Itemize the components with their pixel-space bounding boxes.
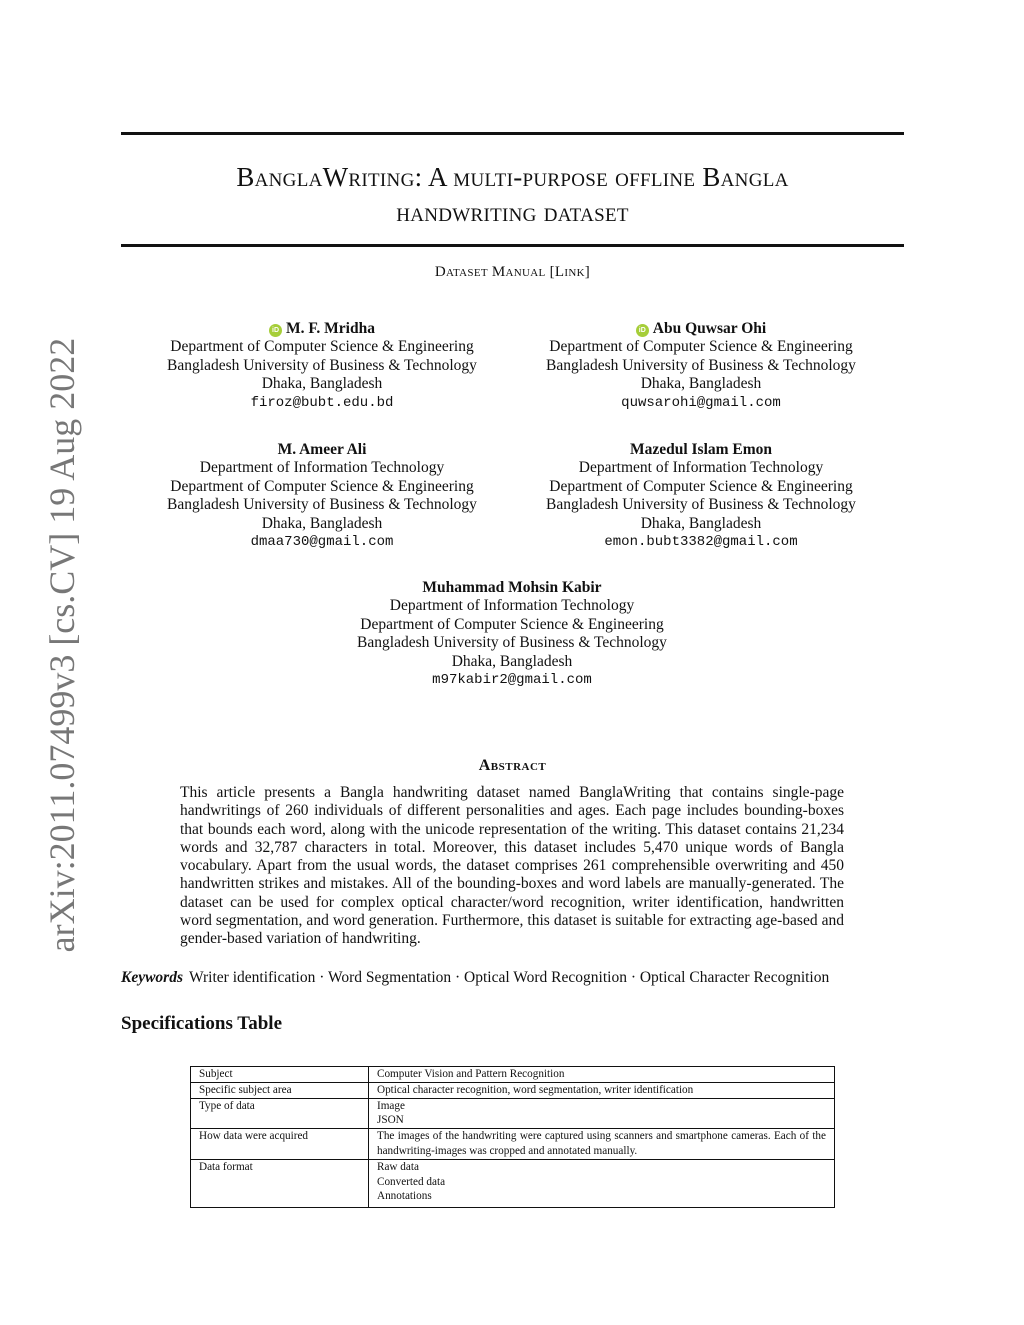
table-cell-key: Specific subject area xyxy=(191,1082,369,1098)
value-line: The images of the handwriting were captured using scanners and smartphone cameras. Each of the handwriting-images was cropped and annotated manually. xyxy=(377,1130,826,1157)
affiliation-line: Dhaka, Bangladesh xyxy=(640,514,762,532)
value-line: Raw data xyxy=(377,1160,419,1173)
author-name: M. Ameer Ali xyxy=(277,441,367,458)
author-name: Mazedul Islam Emon xyxy=(629,441,773,458)
affiliation-line: Department of Information Technology xyxy=(199,459,445,477)
keywords-label: Keywords xyxy=(121,969,183,986)
affiliation-line: Department of Computer Science & Engineering xyxy=(170,338,474,356)
author-email[interactable]: dmaa730@gmail.com xyxy=(250,534,394,551)
value-line: Converted data xyxy=(377,1175,446,1188)
keywords-line xyxy=(121,969,911,987)
table-row xyxy=(191,1098,835,1129)
table-row xyxy=(191,1129,835,1160)
affiliation-line: Dhaka, Bangladesh xyxy=(451,652,573,670)
table-cell-value xyxy=(369,1082,835,1098)
author-block xyxy=(152,320,492,412)
orcid-icon[interactable]: iD xyxy=(636,324,649,337)
title-top-rule xyxy=(121,132,904,135)
paper-title xyxy=(121,160,904,230)
specifications-table xyxy=(190,1066,835,1208)
author-email[interactable]: firoz@bubt.edu.bd xyxy=(250,394,394,411)
affiliation-line: Bangladesh University of Business & Technology xyxy=(357,634,667,652)
affiliation-line: Dhaka, Bangladesh xyxy=(261,514,383,532)
affiliation-line: Department of Information Technology xyxy=(578,459,824,477)
affiliation-line: Bangladesh University of Business & Technology xyxy=(546,356,856,374)
table-row xyxy=(191,1159,835,1207)
affiliation-line: Dhaka, Bangladesh xyxy=(640,375,762,393)
author-block xyxy=(531,441,871,551)
author-block xyxy=(531,320,871,412)
table-cell-value xyxy=(369,1067,835,1083)
affiliation-line: Bangladesh University of Business & Technology xyxy=(167,356,477,374)
author-email[interactable]: emon.bubt3382@gmail.com xyxy=(604,534,798,551)
value-line: Image xyxy=(377,1099,405,1112)
table-cell-value xyxy=(369,1129,835,1160)
arxiv-identifier: arXiv:2011.07499v3 [cs.CV] 19 Aug 2022 xyxy=(42,337,82,953)
dataset-manual-link[interactable]: Dataset Manual [Link] xyxy=(434,264,591,280)
author-name: M. F. Mridha xyxy=(286,320,375,337)
table-row xyxy=(191,1067,835,1083)
table-cell-value xyxy=(369,1098,835,1129)
value-line: Computer Vision and Pattern Recognition xyxy=(377,1068,565,1080)
author-email[interactable]: quwsarohi@gmail.com xyxy=(621,394,781,411)
table-cell-key: Type of data xyxy=(191,1098,369,1129)
title-line-1: BanglaWriting: A multi-purpose offline Bangla xyxy=(236,162,789,192)
value-line: Annotations xyxy=(377,1190,432,1203)
title-line-2: handwriting dataset xyxy=(396,197,629,227)
table-cell-key: Subject xyxy=(191,1067,369,1083)
value-line: JSON xyxy=(377,1114,404,1127)
author-email[interactable]: m97kabir2@gmail.com xyxy=(432,672,592,689)
author-name: Abu Quwsar Ohi xyxy=(652,320,767,337)
author-block xyxy=(342,579,682,689)
affiliation-line: Dhaka, Bangladesh xyxy=(261,375,383,393)
table-cell-key: How data were acquired xyxy=(191,1129,369,1160)
affiliation-line: Department of Computer Science & Engineering xyxy=(170,477,474,495)
author-block xyxy=(152,441,492,551)
affiliation-line: Bangladesh University of Business & Technology xyxy=(167,496,477,514)
affiliation-line: Department of Computer Science & Engineering xyxy=(549,477,853,495)
abstract-text: This article presents a Bangla handwriting dataset named BanglaWriting that contains single-page handwritings of 260 individuals of different personalities and ages. Each page includes bounding-boxes that bounds each word, along with the unicode representation of the writing. This dataset contains 21,234 words and 32,787 characters in total. Moreover, this dataset includes 5,470 unique words of Bangla vocabulary. Apart from the usual words, the dataset comprises 261 comprehensible overwriting and 450 handwritten strikes and mistakes. All of the bounding-boxes and word labels are manually-generated. The dataset can be used for complex optical character/word recognition, writer identification, handwritten word segmentation, and word generation. Furthermore, this dataset is suitable for extracting age-based and gender-based variation of handwriting. xyxy=(180,784,844,948)
keywords-text: Writer identification · Word Segmentation · Optical Word Recognition · Optical Character Recognition xyxy=(189,969,830,986)
affiliation-line: Department of Computer Science & Engineering xyxy=(549,338,853,356)
specifications-heading: Specifications Table xyxy=(121,1013,282,1034)
affiliation-line: Department of Computer Science & Engineering xyxy=(360,615,664,633)
abstract-heading: Abstract xyxy=(478,757,547,774)
title-bottom-rule xyxy=(121,244,904,247)
table-cell-value xyxy=(369,1159,835,1207)
affiliation-line: Department of Information Technology xyxy=(389,597,635,615)
table-row xyxy=(191,1082,835,1098)
table-cell-key: Data format xyxy=(191,1159,369,1207)
orcid-icon[interactable]: iD xyxy=(269,324,282,337)
affiliation-line: Bangladesh University of Business & Technology xyxy=(546,496,856,514)
author-name: Muhammad Mohsin Kabir xyxy=(422,579,602,596)
value-line: Optical character recognition, word segmentation, writer identification xyxy=(377,1083,694,1096)
